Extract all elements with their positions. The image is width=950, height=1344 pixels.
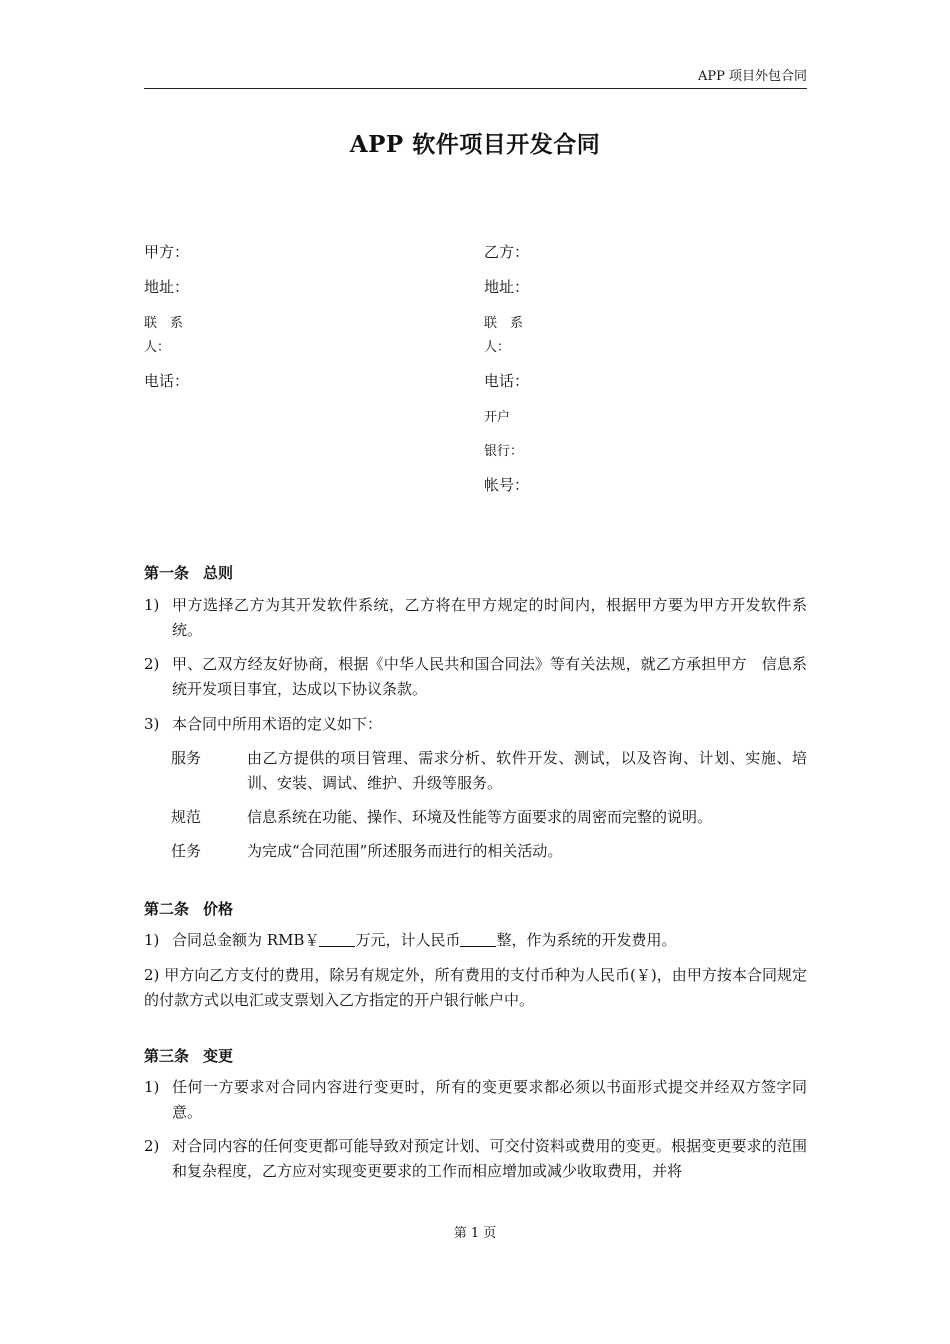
item-text	[144, 928, 807, 953]
term-definition: 为完成“合同范围”所述服务而进行的相关活动。	[247, 842, 563, 860]
party-b-bank-label-line1: 开户	[484, 410, 511, 425]
item-text: 对合同内容的任何变更都可能导致对预定计划、可交付资料或费用的变更。根据变更要求的范围和复杂程度，乙方应对实现变更要求的工作而相应增加或减少收取费用，并将	[172, 1137, 807, 1180]
page-number: 第 1 页	[453, 1226, 497, 1241]
section-3-number: 第三条	[144, 1047, 190, 1065]
section-1-item-2	[144, 652, 807, 702]
party-b-contact-label-line2: 人：	[484, 340, 511, 355]
section-1-number: 第一条	[144, 564, 190, 582]
party-a-name-label: 甲方：	[144, 243, 190, 261]
item-number: 1)	[144, 596, 160, 614]
amount-words-blank	[460, 932, 496, 947]
section-1-title: 总则	[203, 564, 234, 582]
item-text: 任何一方要求对合同内容进行变更时，所有的变更要求都必须以书面形式提交并经双方签字同意。	[172, 1078, 807, 1121]
party-a-block	[144, 238, 444, 398]
item-number: 2)	[144, 655, 160, 673]
party-b-block	[484, 238, 784, 498]
party-a-contact-label-line2: 人：	[144, 340, 171, 355]
section-3-item-2	[144, 1134, 807, 1184]
party-b-account-label: 帐号：	[484, 476, 530, 494]
term-definition: 由乙方提供的项目管理、需求分析、软件开发、测试，以及咨询、计划、实施、培训、安装、调试、维护、升级等服务。	[247, 749, 807, 792]
section-3-item-1	[144, 1075, 807, 1125]
item-number: 1)	[144, 931, 160, 949]
item-number: 1)	[144, 1078, 160, 1096]
item-text: 本合同中所用术语的定义如下：	[172, 715, 383, 733]
amount-prefix: 合同总金额为 RMB￥	[172, 931, 320, 949]
party-b-name-label: 乙方：	[484, 243, 530, 261]
item-text: 2) 甲方向乙方支付的费用，除另有规定外，所有费用的支付币种为人民币(￥)，由甲方按本合同规定的付款方式以电汇或支票划入乙方指定的开户银行帐户中。	[144, 966, 807, 1009]
term-definition-task	[171, 839, 807, 864]
item-number: 2)	[144, 1137, 160, 1155]
party-b-address-label: 地址：	[484, 278, 530, 296]
section-2-title: 价格	[203, 900, 234, 918]
party-b-contact-label-line1: 联 系	[484, 316, 524, 331]
amount-blank	[319, 932, 355, 947]
amount-middle: 万元，计人民币	[355, 931, 461, 949]
item-text: 甲、乙双方经友好协商，根据《中华人民共和国合同法》等有关法规，就乙方承担甲方 信息系统开发项目事宜，达成以下协议条款。	[172, 655, 807, 698]
section-2-number: 第二条	[144, 900, 190, 918]
party-b-phone-label: 电话：	[484, 372, 530, 390]
section-1-item-3	[144, 712, 807, 737]
section-2-item-1	[144, 928, 807, 953]
document-title: APP 软件项目开发合同	[349, 131, 601, 158]
term-definition-service	[171, 746, 807, 796]
section-3-title: 变更	[203, 1047, 234, 1065]
term-definition-spec	[171, 805, 807, 830]
section-2-item-2	[144, 963, 807, 1013]
term-name: 服务	[171, 749, 202, 767]
running-header: APP 项目外包合同	[144, 68, 807, 89]
section-1-heading	[144, 562, 233, 583]
section-1-item-1	[144, 593, 807, 643]
term-name: 规范	[171, 808, 202, 826]
section-2-heading	[144, 898, 233, 919]
term-name: 任务	[171, 842, 202, 860]
party-a-phone-label: 电话：	[144, 372, 190, 390]
section-3-heading	[144, 1045, 233, 1066]
party-b-bank-label-line2: 银行：	[484, 444, 524, 459]
item-text: 甲方选择乙方为其开发软件系统，乙方将在甲方规定的时间内，根据甲方要为甲方开发软件系统。	[172, 596, 807, 639]
item-number: 3)	[144, 715, 160, 733]
party-a-address-label: 地址：	[144, 278, 190, 296]
amount-suffix: 整，作为系统的开发费用。	[496, 931, 677, 949]
party-a-contact-label-line1: 联 系	[144, 316, 184, 331]
term-definition: 信息系统在功能、操作、环境及性能等方面要求的周密而完整的说明。	[247, 808, 713, 826]
